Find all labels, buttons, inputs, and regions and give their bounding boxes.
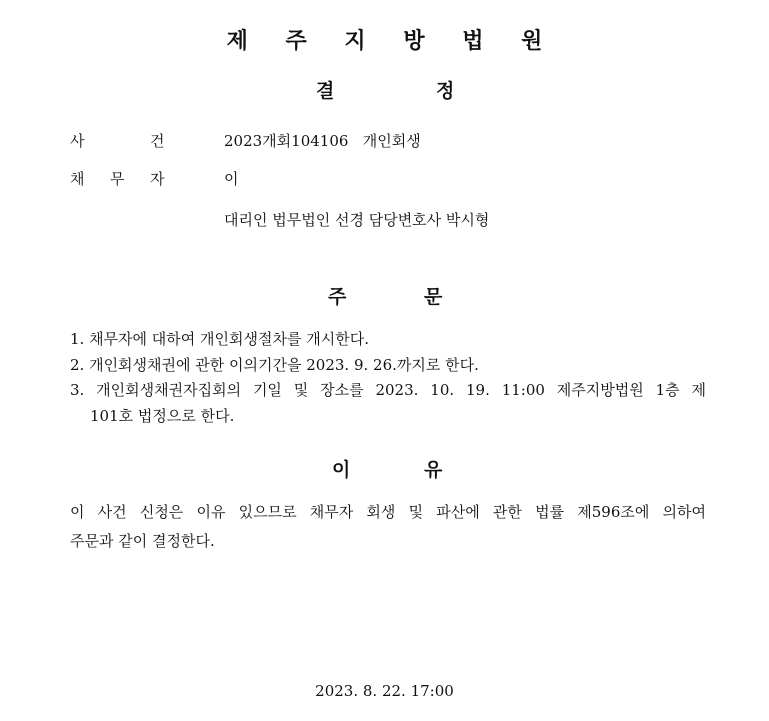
order-item: 2. 개인회생채권에 관한 이의기간을 2023. 9. 26.까지로 한다.	[70, 356, 479, 374]
doc-type-right: 정	[436, 80, 455, 102]
reason-line: 주문과 같이 결정한다.	[70, 532, 215, 550]
order-heading-right: 문	[424, 286, 443, 308]
debtor-label-2: 무	[110, 170, 125, 188]
court-name: 제 주 지 방 법 원	[226, 29, 558, 54]
reason-heading-left: 이	[332, 459, 351, 481]
decision-date: 2023. 8. 22. 17:00	[315, 682, 454, 700]
reason-heading-right: 유	[424, 459, 443, 481]
order-heading-left: 주	[328, 286, 347, 308]
order-item: 1. 채무자에 대하여 개인회생절차를 개시한다.	[70, 330, 369, 348]
order-item: 3. 개인회생채권자집회의 기일 및 장소를 2023. 10. 19. 11:00 제주지방법원 1층 제	[70, 381, 706, 399]
debtor-value: 이	[224, 170, 239, 188]
agent-value: 대리인 법무법인 선경 담당변호사 박시형	[224, 211, 490, 229]
case-label-right: 건	[150, 132, 165, 150]
case-label-left: 사	[70, 132, 85, 150]
case-value: 2023개회104106 개인회생	[224, 132, 421, 150]
debtor-label-3: 자	[150, 170, 165, 188]
order-item-continuation: 101호 법정으로 한다.	[90, 407, 235, 425]
doc-type-left: 결	[316, 80, 335, 102]
reason-line: 이 사건 신청은 이유 있으므로 채무자 회생 및 파산에 관한 법률 제596조에 의하여	[70, 503, 706, 521]
debtor-label-1: 채	[70, 170, 85, 188]
